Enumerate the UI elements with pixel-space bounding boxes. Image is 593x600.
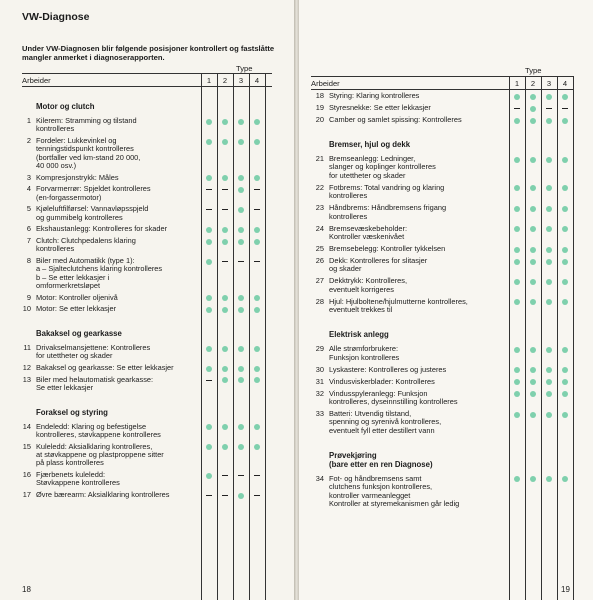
applies-dot — [514, 299, 520, 305]
applies-dot — [254, 295, 260, 301]
row-text: Styring: Klaring kontrolleres — [329, 91, 420, 100]
row-text: Vindusspyleranlegg: Funksjon kontrolleres, dyseinnstilling kontrolleres — [329, 388, 458, 406]
applies-dot — [562, 347, 568, 353]
applies-dot — [546, 206, 552, 212]
row-number: 32 — [315, 388, 324, 398]
row-text: Styresnekke: Se etter lekkasjer — [329, 103, 431, 112]
type-col-4: 4 — [562, 79, 568, 88]
not-applicable-dash — [254, 209, 260, 210]
applies-dot — [254, 227, 260, 233]
type-header: Type — [525, 66, 542, 75]
not-applicable-dash — [546, 108, 552, 109]
not-applicable-dash — [562, 108, 568, 109]
applies-dot — [238, 307, 244, 313]
applies-dot — [254, 424, 260, 430]
row-text: Håndbrems: Håndbremsens frigang kontrolleres — [329, 203, 447, 221]
applies-dot — [514, 118, 520, 124]
applies-dot — [206, 473, 212, 479]
row-number: 8 — [26, 256, 31, 265]
applies-dot — [546, 279, 552, 285]
row-number: 1 — [26, 116, 31, 125]
row-number: 3 — [26, 172, 31, 182]
not-applicable-dash — [206, 209, 212, 210]
column-rule — [217, 73, 218, 600]
type-col-2: 2 — [222, 76, 228, 85]
applies-dot — [206, 295, 212, 301]
applies-dot — [206, 227, 212, 233]
row-number: 18 — [315, 91, 324, 100]
applies-dot — [514, 412, 520, 418]
applies-dot — [206, 175, 212, 181]
work-header: Arbeider — [311, 79, 340, 88]
header-bottom-rule — [311, 89, 573, 90]
applies-dot — [222, 307, 228, 313]
row-number: 24 — [315, 223, 324, 233]
not-applicable-dash — [238, 475, 244, 476]
applies-dot — [254, 307, 260, 313]
left-page — [0, 0, 294, 600]
row-text: Fordeler: Lukkevinkel og tenningstidspunkt kontrolleres (bortfaller ved km-stand 20 000, 40 000 osv.) — [36, 136, 141, 171]
applies-dot — [254, 377, 260, 383]
section-heading: Bakaksel og gearkasse — [36, 329, 122, 338]
applies-dot — [254, 119, 260, 125]
applies-dot — [546, 259, 552, 265]
applies-dot — [546, 391, 552, 397]
row-number: 7 — [26, 236, 31, 245]
applies-dot — [546, 226, 552, 232]
type-col-4: 4 — [254, 76, 260, 85]
not-applicable-dash — [222, 209, 228, 210]
row-number: 13 — [22, 374, 31, 384]
applies-dot — [546, 94, 552, 100]
applies-dot — [530, 106, 536, 112]
applies-dot — [222, 139, 228, 145]
applies-dot — [546, 185, 552, 191]
header-top-rule — [311, 76, 573, 77]
not-applicable-dash — [206, 189, 212, 190]
row-text: Batteri: Utvendig tilstand, spenning og syrenivå kontrolleres, eventuelt fyll etter destillert vann — [329, 409, 442, 435]
not-applicable-dash — [206, 495, 212, 496]
row-number: 4 — [26, 184, 31, 194]
not-applicable-dash — [254, 189, 260, 190]
row-text: Dekktrykk: Kontrolleres, eventuelt korrigeres — [329, 276, 408, 294]
applies-dot — [546, 379, 552, 385]
row-text: Hjul: Hjulboltene/hjulmutterne kontrolleres, eventuelt trekkes til — [329, 296, 468, 315]
applies-dot — [562, 299, 568, 305]
row-number: 17 — [22, 490, 31, 499]
section-heading: Elektrisk anlegg — [329, 330, 389, 340]
applies-dot — [206, 346, 212, 352]
applies-dot — [514, 226, 520, 232]
applies-dot — [206, 307, 212, 313]
not-applicable-dash — [222, 475, 228, 476]
applies-dot — [546, 157, 552, 163]
column-rule — [557, 76, 558, 600]
applies-dot — [514, 367, 520, 373]
header-bottom-rule — [22, 86, 272, 87]
column-rule — [525, 76, 526, 600]
type-col-3: 3 — [238, 76, 244, 85]
applies-dot — [514, 391, 520, 397]
not-applicable-dash — [254, 261, 260, 262]
not-applicable-dash — [222, 261, 228, 262]
applies-dot — [222, 444, 228, 450]
row-text: Kjøleluftfilførsel: Vannavløpsspjeld og gummibelg kontrolleres — [36, 204, 149, 222]
row-number: 31 — [315, 376, 324, 386]
applies-dot — [238, 424, 244, 430]
applies-dot — [206, 239, 212, 245]
applies-dot — [546, 247, 552, 253]
applies-dot — [238, 493, 244, 499]
right-page — [299, 0, 593, 600]
applies-dot — [238, 227, 244, 233]
applies-dot — [546, 118, 552, 124]
applies-dot — [238, 377, 244, 383]
applies-dot — [562, 118, 568, 124]
section-heading: Foraksel og styring — [36, 407, 108, 417]
row-number: 15 — [22, 441, 31, 451]
page-number: 18 — [22, 585, 31, 594]
applies-dot — [562, 476, 568, 482]
applies-dot — [238, 119, 244, 125]
applies-dot — [530, 185, 536, 191]
row-number: 27 — [315, 276, 324, 286]
applies-dot — [254, 346, 260, 352]
type-col-1: 1 — [514, 79, 520, 88]
applies-dot — [546, 347, 552, 353]
applies-dot — [530, 347, 536, 353]
applies-dot — [222, 424, 228, 430]
row-number: 26 — [315, 256, 324, 265]
applies-dot — [530, 259, 536, 265]
row-number: 16 — [22, 470, 31, 479]
applies-dot — [562, 247, 568, 253]
row-number: 22 — [315, 182, 324, 192]
not-applicable-dash — [222, 495, 228, 496]
applies-dot — [254, 139, 260, 145]
applies-dot — [546, 299, 552, 305]
applies-dot — [562, 206, 568, 212]
row-number: 10 — [22, 304, 31, 314]
row-text: Drivakselmansjettene: Kontrolleres for utettheter og skader — [36, 343, 151, 361]
applies-dot — [514, 347, 520, 353]
row-text: Camber og samlet spissing: Kontrolleres — [329, 115, 462, 124]
applies-dot — [530, 299, 536, 305]
applies-dot — [530, 157, 536, 163]
row-number: 34 — [315, 473, 324, 483]
not-applicable-dash — [254, 495, 260, 496]
applies-dot — [238, 175, 244, 181]
applies-dot — [238, 239, 244, 245]
column-rule — [265, 73, 266, 600]
row-number: 23 — [315, 203, 324, 213]
row-text: Motor: Kontroller oljenivå — [36, 292, 118, 302]
row-text: Bakaksel og gearkasse: Se etter lekkasjer — [36, 363, 174, 372]
row-text: Forvarmerrør: Spjeldet kontrolleres (en-forgassermotor) — [36, 184, 151, 202]
row-text: Kuleledd: Aksialklaring kontrolleres, at støvkappene og plastproppene sitter på plass kontrolleres — [36, 441, 164, 468]
row-text: Bremsevæskebeholder: Kontroller væskenivået — [329, 223, 408, 241]
applies-dot — [254, 175, 260, 181]
applies-dot — [530, 94, 536, 100]
applies-dot — [254, 366, 260, 372]
row-text: Fjærbenets kuleledd: Støvkappene kontrolleres — [36, 470, 120, 488]
row-number: 21 — [315, 154, 324, 163]
applies-dot — [530, 279, 536, 285]
applies-dot — [530, 118, 536, 124]
applies-dot — [514, 247, 520, 253]
not-applicable-dash — [254, 475, 260, 476]
applies-dot — [530, 391, 536, 397]
row-text: Lyskastere: Kontrolleres og justeres — [329, 364, 447, 374]
page-number: 19 — [561, 585, 570, 594]
applies-dot — [562, 279, 568, 285]
applies-dot — [222, 239, 228, 245]
applies-dot — [530, 206, 536, 212]
applies-dot — [238, 139, 244, 145]
row-number: 11 — [23, 343, 31, 352]
applies-dot — [562, 379, 568, 385]
section-heading: Motor og clutch — [36, 102, 95, 111]
type-header: Type — [236, 64, 253, 73]
applies-dot — [238, 444, 244, 450]
applies-dot — [562, 226, 568, 232]
applies-dot — [546, 476, 552, 482]
section-heading: Prøvekjøring (bare etter en ren Diagnose) — [329, 450, 433, 469]
type-col-3: 3 — [546, 79, 552, 88]
row-number: 19 — [315, 103, 324, 112]
applies-dot — [254, 444, 260, 450]
applies-dot — [206, 139, 212, 145]
row-number: 30 — [315, 364, 324, 374]
not-applicable-dash — [514, 108, 520, 109]
row-number: 20 — [315, 115, 324, 124]
row-text: Kilerem: Stramming og tilstand kontrolleres — [36, 116, 137, 134]
type-col-1: 1 — [206, 76, 212, 85]
applies-dot — [562, 259, 568, 265]
applies-dot — [530, 476, 536, 482]
applies-dot — [546, 412, 552, 418]
not-applicable-dash — [206, 380, 212, 381]
intro-text: Under VW-Diagnosen blir følgende posisjoner kontrollert og fastslåtte mangler anmerket i diagnoserapporten. — [22, 44, 275, 63]
applies-dot — [222, 227, 228, 233]
row-text: Endeledd: Klaring og befestigelse kontrolleres, støvkappene kontrolleres — [36, 421, 161, 439]
applies-dot — [222, 175, 228, 181]
row-number: 2 — [26, 136, 31, 145]
column-rule — [249, 73, 250, 600]
applies-dot — [562, 367, 568, 373]
section-heading: Bremser, hjul og dekk — [329, 140, 411, 149]
row-text: Motor: Se etter lekkasjer — [36, 304, 117, 314]
row-number: 25 — [315, 244, 324, 253]
work-header: Arbeider — [22, 76, 51, 85]
applies-dot — [222, 295, 228, 301]
row-number: 12 — [22, 363, 31, 372]
applies-dot — [206, 424, 212, 430]
row-text: Bremseanlegg: Ledninger, slanger og koplinger kontrolleres for utettheter og skader — [329, 154, 436, 180]
column-rule — [509, 76, 510, 600]
applies-dot — [206, 444, 212, 450]
column-rule — [573, 76, 574, 600]
applies-dot — [238, 366, 244, 372]
type-col-2: 2 — [530, 79, 536, 88]
applies-dot — [222, 119, 228, 125]
row-text: Fotbrems: Total vandring og klaring kontrolleres — [329, 182, 445, 201]
row-number: 5 — [26, 204, 31, 214]
header-top-rule — [22, 73, 272, 74]
applies-dot — [514, 206, 520, 212]
not-applicable-dash — [222, 189, 228, 190]
not-applicable-dash — [238, 261, 244, 262]
applies-dot — [514, 259, 520, 265]
applies-dot — [530, 226, 536, 232]
row-text: Biler med helautomatisk gearkasse: Se etter lekkasjer — [36, 374, 154, 392]
applies-dot — [562, 185, 568, 191]
applies-dot — [514, 157, 520, 163]
applies-dot — [514, 279, 520, 285]
row-text: Vindusviskerblader: Kontrolleres — [329, 376, 435, 386]
applies-dot — [562, 412, 568, 418]
applies-dot — [514, 185, 520, 191]
applies-dot — [530, 412, 536, 418]
applies-dot — [514, 379, 520, 385]
applies-dot — [206, 259, 212, 265]
applies-dot — [238, 346, 244, 352]
row-text: Dekk: Kontrolleres for slitasjer og skader — [329, 256, 428, 274]
column-rule — [201, 73, 202, 600]
row-text: Biler med Automatikk (type 1): a – Sjalteclutchens klaring kontrolleres b – Se etter lekkasjer i omformerkretsløpet — [36, 256, 163, 291]
row-number: 9 — [26, 292, 31, 302]
row-text: Kompresjonstrykk: Måles — [36, 172, 119, 182]
applies-dot — [530, 367, 536, 373]
applies-dot — [546, 367, 552, 373]
row-number: 6 — [26, 224, 31, 234]
row-text: Ekshaustanlegg: Kontrolleres for skader — [36, 224, 168, 234]
applies-dot — [238, 295, 244, 301]
row-text: Clutch: Clutchpedalens klaring kontrolleres — [36, 236, 136, 254]
applies-dot — [562, 94, 568, 100]
applies-dot — [238, 207, 244, 213]
row-number: 28 — [315, 296, 324, 306]
row-text: Fot- og håndbremsens samt clutchens funksjon kontrolleres, kontroller varmeanlegget Kontroller at styremekanismen går ledig — [329, 473, 460, 509]
applies-dot — [222, 366, 228, 372]
applies-dot — [222, 346, 228, 352]
applies-dot — [530, 379, 536, 385]
row-text: Alle strømforbrukere: Funksjon kontrolleres — [329, 344, 400, 362]
applies-dot — [222, 377, 228, 383]
row-text: Øvre bærearm: Aksialklaring kontrolleres — [36, 490, 170, 499]
row-number: 33 — [315, 409, 324, 418]
applies-dot — [206, 119, 212, 125]
column-rule — [233, 73, 234, 600]
applies-dot — [514, 476, 520, 482]
applies-dot — [530, 247, 536, 253]
applies-dot — [206, 366, 212, 372]
row-text: Bremsebelegg: Kontroller tykkelsen — [329, 244, 446, 253]
applies-dot — [238, 187, 244, 193]
applies-dot — [514, 94, 520, 100]
applies-dot — [562, 157, 568, 163]
row-number: 29 — [315, 344, 324, 354]
column-rule — [541, 76, 542, 600]
row-number: 14 — [22, 421, 31, 431]
page-title: VW-Diagnose — [22, 11, 90, 23]
applies-dot — [254, 239, 260, 245]
applies-dot — [562, 391, 568, 397]
